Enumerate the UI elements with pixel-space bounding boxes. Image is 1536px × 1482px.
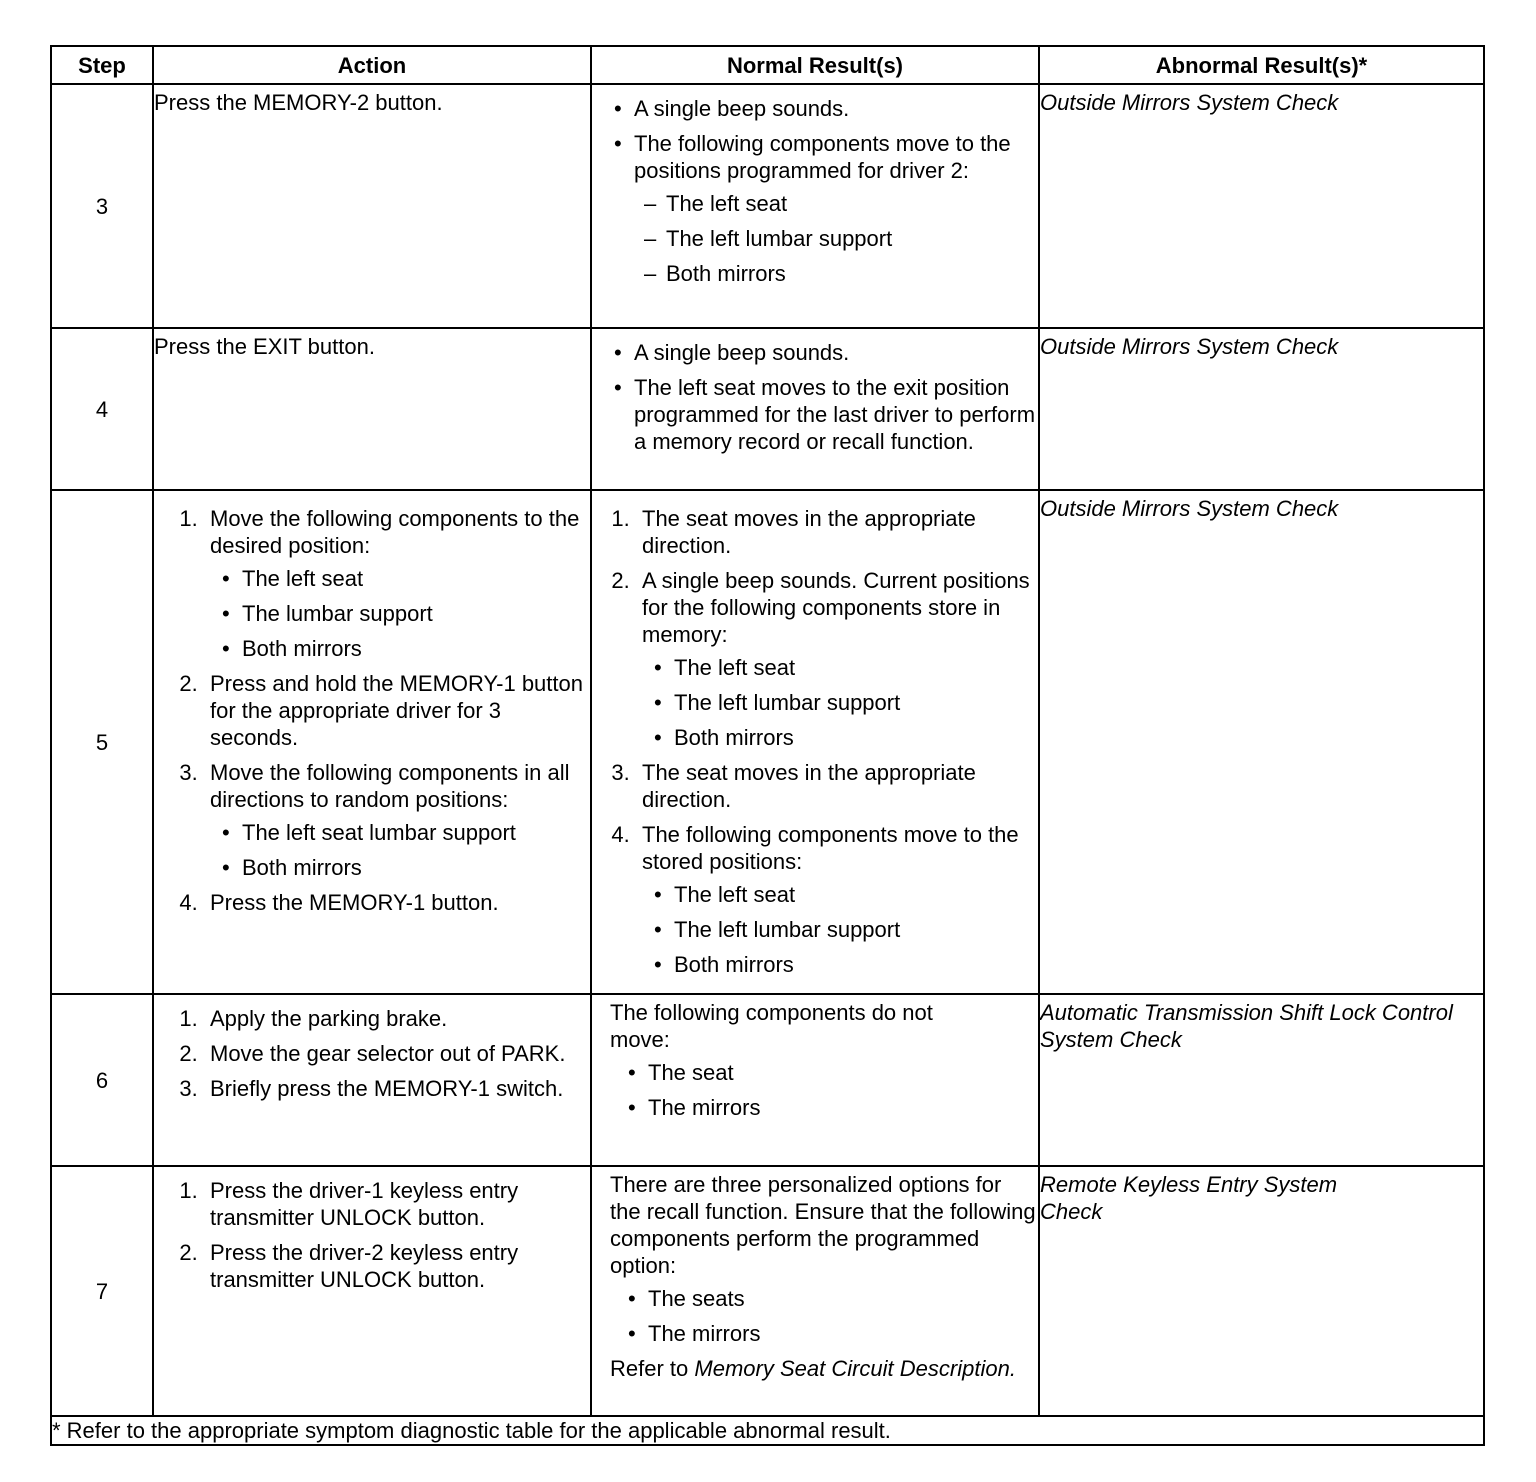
table-row	[51, 84, 1484, 328]
diagnostic-table	[50, 45, 1485, 1446]
step-number: 6	[51, 994, 153, 1166]
table-row	[51, 1166, 1484, 1416]
list-item: • The left lumbar support	[642, 689, 1038, 716]
list-item: 3. Briefly press the MEMORY-1 switch.	[210, 1075, 590, 1102]
table-row	[51, 490, 1484, 994]
abnormal-cell	[1039, 328, 1484, 490]
list-item: 1. Move the following components to the desired position: • The left seat • The lumbar support • Both mirrors	[210, 505, 590, 662]
step-number: 7	[51, 1166, 153, 1416]
list-item: 3. The seat moves in the appropriate direction.	[642, 759, 1038, 813]
list-item: • Both mirrors	[642, 951, 1038, 978]
list-item: • The seat	[606, 1059, 1038, 1086]
refer-link[interactable]: Memory Seat Circuit Description.	[694, 1356, 1016, 1381]
list-item: 2. Press and hold the MEMORY-1 button for the appropriate driver for 3 seconds.	[210, 670, 590, 751]
list-item: – The left lumbar support	[634, 225, 1038, 252]
abnormal-link[interactable]: Automatic Transmission Shift Lock Control System Check	[1040, 1000, 1453, 1052]
action-text: Press the MEMORY-2 button.	[154, 90, 443, 115]
list-item: • The lumbar support	[210, 600, 590, 627]
normal-intro: There are three personalized options for the recall function. Ensure that the following components perform the programmed option:	[610, 1172, 1036, 1278]
action-cell	[153, 1166, 591, 1416]
normal-cell	[591, 994, 1039, 1166]
list-item: • The left seat moves to the exit position programmed for the last driver to perform a memory record or recall function.	[592, 374, 1038, 455]
list-item: • The mirrors	[606, 1320, 1038, 1347]
list-item: – The left seat	[634, 190, 1038, 217]
normal-cell	[591, 490, 1039, 994]
list-item: 3. Move the following components in all directions to random positions: • The left seat lumbar support • Both mirrors	[210, 759, 590, 881]
refer-text	[610, 1355, 1038, 1382]
action-cell	[153, 994, 591, 1166]
list-item: – Both mirrors	[634, 260, 1038, 287]
list-item: • Both mirrors	[210, 854, 590, 881]
action-cell	[153, 328, 591, 490]
action-text: Press the EXIT button.	[154, 334, 375, 359]
list-item: • A single beep sounds.	[592, 95, 1038, 122]
footnote-row	[51, 1416, 1484, 1445]
list-item: • The left seat	[642, 654, 1038, 681]
header-step: Step	[51, 46, 153, 84]
list-item: 2. A single beep sounds. Current positions for the following components store in memory: • The left seat • The left lumbar support • Both mirrors	[642, 567, 1038, 751]
abnormal-cell	[1039, 1166, 1484, 1416]
list-item: 1. Apply the parking brake.	[210, 1005, 590, 1032]
refer-prefix: Refer to	[610, 1356, 689, 1381]
abnormal-link[interactable]: Outside Mirrors System Check	[1040, 496, 1339, 521]
list-item: • The mirrors	[606, 1094, 1038, 1121]
normal-cell	[591, 1166, 1039, 1416]
list-item: • Both mirrors	[210, 635, 590, 662]
list-item: • The left seat	[642, 881, 1038, 908]
list-item: 1. The seat moves in the appropriate direction.	[642, 505, 1038, 559]
normal-cell	[591, 84, 1039, 328]
list-item: 2. Move the gear selector out of PARK.	[210, 1040, 590, 1067]
abnormal-link[interactable]: Outside Mirrors System Check	[1040, 334, 1339, 359]
header-normal: Normal Result(s)	[591, 46, 1039, 84]
list-item: • The left seat	[210, 565, 590, 592]
list-item: • The left seat lumbar support	[210, 819, 590, 846]
header-action: Action	[153, 46, 591, 84]
list-item: • The following components move to the positions programmed for driver 2: – The left seat – The left lumbar support – Both mirrors	[592, 130, 1038, 287]
list-item: 4. The following components move to the stored positions: • The left seat • The left lumbar support • Both mirrors	[642, 821, 1038, 978]
abnormal-cell	[1039, 994, 1484, 1166]
header-row	[51, 46, 1484, 84]
footnote: * Refer to the appropriate symptom diagnostic table for the applicable abnormal result.	[51, 1416, 1484, 1445]
list-item: 4. Press the MEMORY-1 button.	[210, 889, 590, 916]
abnormal-link[interactable]: Remote Keyless Entry System Check	[1040, 1172, 1338, 1224]
table-row	[51, 994, 1484, 1166]
list-item: • A single beep sounds.	[592, 339, 1038, 366]
list-item: • Both mirrors	[642, 724, 1038, 751]
normal-intro: The following components do not move:	[610, 1000, 933, 1052]
list-item: 1. Press the driver-1 keyless entry transmitter UNLOCK button.	[210, 1177, 590, 1231]
header-abnormal: Abnormal Result(s)*	[1039, 46, 1484, 84]
list-item: • The left lumbar support	[642, 916, 1038, 943]
step-number: 4	[51, 328, 153, 490]
list-item: 2. Press the driver-2 keyless entry transmitter UNLOCK button.	[210, 1239, 590, 1293]
abnormal-cell	[1039, 84, 1484, 328]
abnormal-link[interactable]: Outside Mirrors System Check	[1040, 90, 1339, 115]
action-cell	[153, 490, 591, 994]
table-row	[51, 328, 1484, 490]
list-item: • The seats	[606, 1285, 1038, 1312]
normal-cell	[591, 328, 1039, 490]
step-number: 5	[51, 490, 153, 994]
step-number: 3	[51, 84, 153, 328]
abnormal-cell	[1039, 490, 1484, 994]
action-cell	[153, 84, 591, 328]
